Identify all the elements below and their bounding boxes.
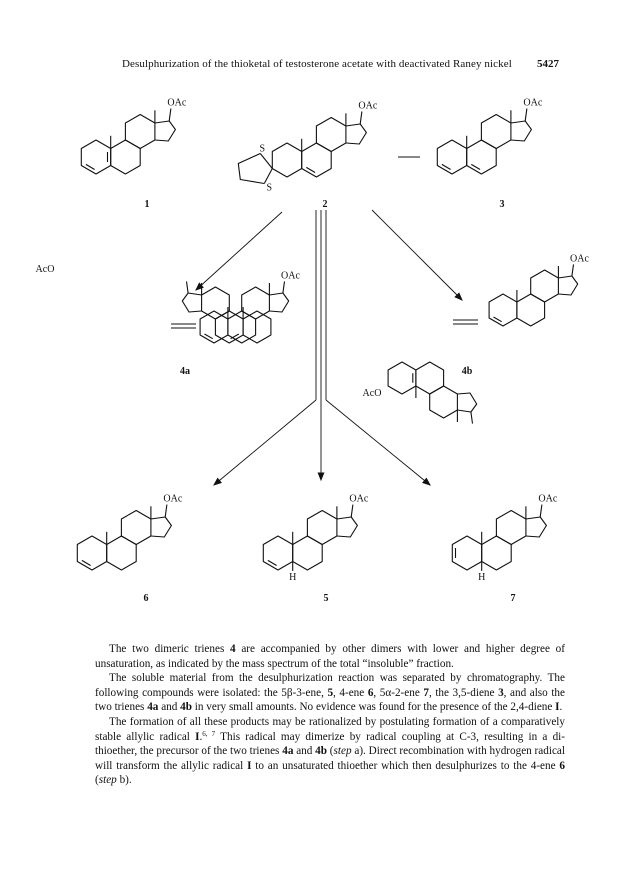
- sulfur-label: S: [266, 182, 273, 194]
- compound-2-structure: [238, 112, 366, 184]
- compound-number: 6: [143, 593, 149, 604]
- ring-a: [200, 311, 228, 343]
- text-run: The soluble material from the desulphurization reaction was separated by chromatography. The following compounds were isolated: the 5β-3-ene,: [95, 672, 565, 699]
- compound-number: 1: [144, 199, 150, 210]
- text-run: a). Direct recombination with hydrogen radical will transform the allylic radical: [95, 745, 565, 772]
- compound-number: 4b: [461, 366, 473, 377]
- ring-a: [243, 311, 271, 343]
- ring-b: [467, 140, 497, 174]
- ring-c: [242, 287, 270, 319]
- ring-b: [517, 294, 545, 326]
- aco-label: AcO: [362, 388, 382, 399]
- ring-d: [457, 393, 476, 412]
- compound-4a-left-half: [182, 281, 271, 343]
- ring-c: [481, 115, 511, 149]
- compound-4a-structure: [171, 324, 196, 328]
- ring-a: [437, 140, 466, 174]
- c17-oxygen-bond: [572, 264, 574, 276]
- ring-d: [558, 276, 577, 295]
- c17-oxygen-bond: [165, 505, 167, 517]
- ring-a: [388, 362, 416, 394]
- ring-d: [151, 517, 172, 537]
- ring-c: [202, 287, 230, 319]
- sulfur-label: S: [259, 143, 266, 155]
- ring-a: [263, 536, 292, 570]
- compound-reference: 4b: [315, 745, 327, 758]
- paragraph: [95, 671, 565, 715]
- paragraph: [95, 715, 565, 788]
- ring-d: [526, 517, 547, 537]
- compound-7-structure: [452, 505, 546, 571]
- arrow-2-to-4b: [372, 210, 462, 300]
- hydrogen-label: H: [478, 571, 486, 583]
- compound-6-structure: [77, 505, 171, 570]
- text-run: and: [158, 701, 181, 714]
- compound-reference: I: [195, 730, 200, 743]
- compound-number: 5: [323, 593, 329, 604]
- ring-b: [111, 140, 141, 174]
- ring-c: [307, 511, 337, 545]
- oac-label: OAc: [281, 270, 300, 282]
- ring-d: [182, 293, 201, 312]
- text-run: step: [98, 774, 117, 787]
- ethylene-bridge: [238, 154, 264, 184]
- compound-reference: 4b: [180, 701, 192, 714]
- paragraph: [95, 642, 565, 671]
- oac-label: OAc: [523, 97, 543, 109]
- oac-label: OAc: [358, 100, 378, 112]
- running-title: Desulphurization of the thioketal of testosterone acetate with deactivated Raney nickel: [122, 58, 512, 70]
- text-run: (: [95, 774, 99, 787]
- ring-b: [416, 362, 444, 394]
- text-run: b).: [116, 774, 132, 787]
- text-run: , 4-ene: [333, 686, 368, 699]
- text-run: .: [199, 730, 203, 743]
- ring-d: [155, 121, 176, 141]
- text-run: step: [333, 745, 352, 758]
- text-run: This radical may dimerize by radical coupling at C-3, resulting in a di-thioether, the precursor of the two trienes: [95, 730, 565, 758]
- text-run: , and also the two trienes: [95, 686, 565, 714]
- c17-oxygen-bond: [283, 281, 285, 293]
- ring-d: [511, 121, 532, 141]
- compound-reference: 6: [367, 686, 374, 699]
- text-run: are accompanied by other dimers with lower and higher degree of unsaturation, as indicated by the mass spectrum of the total “insoluble” fraction.: [95, 643, 565, 670]
- aco-label: AcO: [35, 264, 55, 275]
- ring-d: [346, 124, 367, 144]
- c17-oxygen-bond: [360, 112, 362, 125]
- compound-4a-right-half: [200, 281, 289, 343]
- compound-reference: 5: [327, 686, 334, 699]
- ring-a: [489, 294, 517, 326]
- compound-number: 7: [510, 593, 516, 604]
- compound-reference: 7: [423, 686, 429, 699]
- text-run: .: [559, 701, 563, 714]
- citation-superscript: 6, 7: [202, 729, 216, 738]
- hydrogen-label: H: [289, 571, 297, 583]
- ring-b: [215, 311, 243, 343]
- compound-reference: 4a: [147, 701, 159, 714]
- oac-label: OAc: [538, 493, 558, 505]
- c17-oxygen-bond: [351, 505, 353, 517]
- thioketal-bond: [260, 154, 272, 169]
- c17-oxygen-bond: [169, 109, 171, 122]
- ring-a: [77, 536, 106, 570]
- text-run: The formation of all these products may be rationalized by postulating formation of a comparatively stable allylic radical: [95, 715, 565, 743]
- c17-oxygen-bond: [525, 109, 527, 122]
- thioketal-bond: [264, 169, 272, 184]
- ring-a: [81, 140, 110, 174]
- compound-4b-upper-half: [489, 264, 578, 326]
- ring-b: [107, 536, 137, 570]
- arrowhead: [423, 478, 430, 485]
- ring-b: [293, 536, 323, 570]
- arrow-2-to-4a: [196, 212, 282, 290]
- text-run: to an unsaturated thioether which then desulphurizes to the 4-ene: [251, 759, 560, 772]
- oac-label: OAc: [349, 493, 369, 505]
- c17-oxygen-bond: [187, 281, 189, 293]
- compound-reference: 4: [230, 643, 236, 655]
- oac-label: OAc: [163, 493, 183, 505]
- compound-3-structure: [437, 109, 531, 175]
- text-run: , the 3,5-diene: [428, 686, 499, 699]
- compound-number: 4a: [180, 366, 190, 377]
- text-run: The two dimeric trienes: [109, 643, 231, 655]
- compound-5-structure: [263, 505, 357, 571]
- ring-a: [272, 143, 301, 177]
- compound-4b-structure: [453, 320, 478, 324]
- ring-a: [452, 536, 481, 570]
- compound-1-structure: [81, 109, 175, 175]
- ring-d: [337, 517, 358, 537]
- ring-c: [316, 118, 346, 152]
- compound-reference: I: [247, 759, 252, 772]
- compound-reference: I: [555, 701, 560, 714]
- ring-b: [482, 536, 512, 570]
- text-run: and: [293, 745, 316, 758]
- ring-d: [269, 293, 288, 312]
- oac-label: OAc: [167, 97, 187, 109]
- compound-number: 3: [499, 199, 505, 210]
- c17-oxygen-bond: [540, 505, 542, 517]
- compound-reference: 6: [559, 759, 565, 772]
- arrow-to-6: [214, 400, 316, 485]
- compound-number: 2: [322, 199, 328, 210]
- ring-c: [430, 386, 458, 418]
- c17-oxygen-bond: [471, 412, 473, 424]
- ring-c: [125, 115, 154, 149]
- arrowhead: [318, 473, 324, 480]
- text-run: (: [327, 745, 334, 758]
- ring-c: [496, 511, 526, 545]
- page-number: 5427: [537, 58, 559, 70]
- compound-reference: 3: [498, 686, 504, 699]
- ring-b: [302, 143, 332, 177]
- ring-c: [121, 511, 150, 545]
- compound-reference: 4a: [282, 745, 294, 758]
- arrow-to-7: [326, 400, 430, 485]
- ring-c: [531, 270, 559, 302]
- oac-label: OAc: [570, 253, 589, 265]
- text-run: , 5α-2-ene: [373, 686, 424, 699]
- body-text: [95, 642, 565, 788]
- text-run: in very small amounts. No evidence was found for the presence of the 2,4-diene: [191, 701, 556, 714]
